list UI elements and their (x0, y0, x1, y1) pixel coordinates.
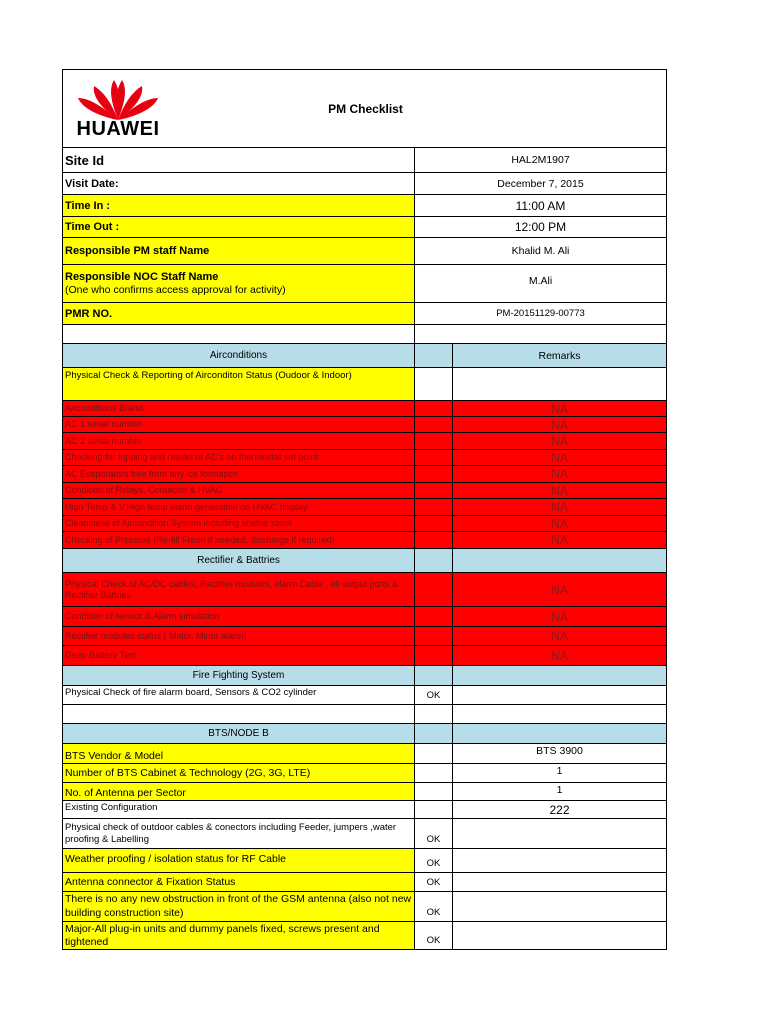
remarks-value: NA (551, 450, 568, 465)
status-value: OK (415, 873, 453, 891)
info-row-site-id (63, 148, 666, 173)
remarks-value: NA (551, 629, 568, 643)
checklist-label: No. of Antenna per Sector (63, 783, 415, 800)
info-value: 12:00 PM (514, 220, 567, 234)
status-cell (415, 450, 453, 465)
checklist-label: Antenna connector & Fixation Status (63, 873, 415, 891)
checklist-row (63, 499, 666, 516)
status-cell (415, 368, 453, 400)
info-value: PM-20151129-00773 (496, 308, 585, 319)
checklist-row (63, 532, 666, 549)
section-title: Rectifier & Battries (63, 549, 415, 572)
info-value: HAL2M1907 (511, 154, 570, 166)
remarks-value: NA (551, 533, 568, 547)
checklist-label: Rectifier modules status ( Major, Minor alarm) (63, 627, 415, 645)
info-label: PMR NO. (63, 303, 415, 324)
remarks-value: 1 (556, 765, 563, 777)
remarks-value: NA (551, 434, 568, 448)
checklist-row (63, 892, 666, 922)
checklist-row (63, 922, 666, 950)
remarks-cell (453, 368, 666, 400)
info-label: Time In : (63, 195, 415, 216)
checklist-label: Condition of Relays, Contactor & HVAC (63, 483, 415, 498)
status-value: OK (415, 686, 453, 704)
blank-cell (415, 705, 453, 723)
status-cell (415, 764, 453, 782)
checklist-row (63, 483, 666, 499)
info-sublabel: (One who confirms access approval for activity) (65, 283, 286, 296)
checklist-label: Physical Check of AC/DC cables, Rectifier modules, alarm Cable , all output ports & Rectifier Battries (63, 573, 415, 606)
remarks-cell (453, 819, 666, 848)
remarks-value: NA (551, 516, 568, 531)
huawei-flower-icon (66, 76, 170, 120)
info-label: Visit Date: (63, 173, 415, 194)
section-header-rectifier (63, 549, 666, 573)
checklist-label: Physical Check & Reporting of Airconditon Status (Oudoor & Indoor) (63, 368, 415, 400)
checklist-label: Physical Check of fire alarm board, Sensors & CO2 cylinder (63, 686, 415, 704)
remarks-value: NA (551, 483, 568, 498)
section-header-airconditions (63, 344, 666, 368)
status-cell (415, 401, 453, 416)
checklist-row (63, 450, 666, 466)
remarks-value: NA (551, 500, 568, 514)
checklist-row (63, 783, 666, 801)
status-cell (415, 466, 453, 482)
section-title: Fire Fighting System (63, 666, 415, 685)
status-cell (415, 573, 453, 606)
checklist-label: Physical check of outdoor cables & conectors including Feeder, jumpers ,water proofing & Labelling (63, 819, 415, 848)
section-header-fire-fighting (63, 666, 666, 686)
remarks-value: NA (551, 582, 568, 597)
checklist-label: Deep Battery Test (63, 646, 415, 665)
checklist-row (63, 573, 666, 607)
blank-cell (63, 325, 415, 343)
checklist-label: Airconditions Brand (63, 401, 415, 416)
blank-cell (453, 724, 666, 743)
huawei-logo (63, 70, 173, 147)
status-cell (415, 744, 453, 763)
blank-row (63, 325, 666, 344)
remarks-cell (453, 686, 666, 704)
info-row-pmr-no (63, 303, 666, 325)
info-label-group (63, 265, 415, 302)
status-cell (415, 783, 453, 800)
remarks-value: 1 (556, 784, 563, 796)
remarks-value: NA (551, 401, 568, 416)
info-label: Responsible NOC Staff Name (65, 270, 219, 283)
checklist-row (63, 873, 666, 892)
status-value: OK (415, 892, 453, 921)
checklist-row (63, 686, 666, 705)
status-value: OK (415, 819, 453, 848)
checklist-label: AC 1 serial number (63, 417, 415, 432)
blank-cell (415, 344, 453, 367)
info-row-noc-staff (63, 265, 666, 303)
checklist-row (63, 401, 666, 417)
status-cell (415, 607, 453, 626)
blank-cell (415, 325, 666, 343)
checklist-row (63, 801, 666, 819)
remarks-value: BTS 3900 (536, 745, 583, 757)
checklist-label: Condition of sensor & Alarm simulation (63, 607, 415, 626)
checklist-row (63, 849, 666, 873)
status-cell (415, 499, 453, 515)
info-row-time-in (63, 195, 666, 217)
checklist-row (63, 433, 666, 450)
section-title: BTS/NODE B (63, 724, 415, 743)
remarks-cell (453, 873, 666, 891)
checklist-label: AC Evaporators free from any ice formation (63, 466, 415, 482)
info-row-pm-staff (63, 238, 666, 265)
header-row (63, 70, 666, 148)
remarks-cell (453, 849, 666, 872)
checklist-label: There is no any new obstruction in front of the GSM antenna (also not new building construction site) (63, 892, 415, 921)
info-label: Time Out : (63, 217, 415, 237)
checklist-row (63, 466, 666, 483)
checklist-label: High Temp & V.High temp alarm generation on HVAC display (63, 499, 415, 515)
blank-cell (63, 705, 415, 723)
checklist-label: Major-All plug-in units and dummy panels fixed, screws present and tightened (63, 922, 415, 949)
remarks-value: NA (551, 467, 568, 481)
status-value: OK (415, 922, 453, 949)
checklist-row (63, 744, 666, 764)
remarks-cell (453, 922, 666, 949)
status-cell (415, 417, 453, 432)
info-value: Khalid M. Ali (511, 245, 570, 257)
blank-cell (453, 705, 666, 723)
status-cell (415, 516, 453, 531)
status-value: OK (415, 849, 453, 872)
status-cell (415, 646, 453, 665)
checklist-label: Checking for tripping and restart of AC's on thermostat set point (63, 450, 415, 465)
section-header-bts (63, 724, 666, 744)
checklist-row (63, 627, 666, 646)
remarks-value: 222 (549, 802, 570, 817)
blank-cell (415, 549, 453, 572)
status-cell (415, 627, 453, 645)
status-cell (415, 433, 453, 449)
checklist-label: Weather proofing / isolation status for RF Cable (63, 849, 415, 872)
info-row-time-out (63, 217, 666, 238)
remarks-cell (453, 892, 666, 921)
checklist-label: AC 2 serial number (63, 433, 415, 449)
status-cell (415, 532, 453, 548)
info-value: M.Ali (528, 275, 553, 287)
checklist-row (63, 516, 666, 532)
status-cell (415, 801, 453, 818)
blank-cell (453, 666, 666, 685)
checklist-label: Cleaniness of Aircondition System including shelter room (63, 516, 415, 531)
checklist-row (63, 819, 666, 849)
info-row-visit-date (63, 173, 666, 195)
blank-cell (415, 666, 453, 685)
checklist-row (63, 646, 666, 666)
blank-cell (453, 549, 666, 572)
remarks-value: NA (551, 648, 568, 663)
checklist-label: Checking of Pressure (Re-fill Freon if needed, discharge if required) (63, 532, 415, 548)
checklist-label: BTS Vendor & Model (63, 744, 415, 763)
remarks-value: NA (551, 417, 568, 432)
pm-checklist-sheet (62, 69, 667, 950)
checklist-row (63, 368, 666, 401)
info-value: 11:00 AM (515, 198, 566, 213)
info-value: December 7, 2015 (497, 177, 584, 190)
checklist-label: Number of BTS Cabinet & Technology (2G, 3G, LTE) (63, 764, 415, 782)
section-title: Airconditions (63, 344, 415, 367)
remarks-header: Remarks (538, 349, 581, 362)
info-label: Site Id (63, 148, 415, 172)
brand-wordmark: HUAWEI (76, 118, 160, 140)
checklist-label: Existing Configuration (63, 801, 415, 818)
blank-row (63, 705, 666, 724)
page-title: PM Checklist (328, 101, 403, 116)
info-label: Responsible PM staff Name (63, 238, 415, 264)
checklist-row (63, 607, 666, 627)
checklist-row (63, 417, 666, 433)
remarks-value: NA (551, 609, 568, 624)
checklist-row (63, 764, 666, 783)
blank-cell (415, 724, 453, 743)
status-cell (415, 483, 453, 498)
